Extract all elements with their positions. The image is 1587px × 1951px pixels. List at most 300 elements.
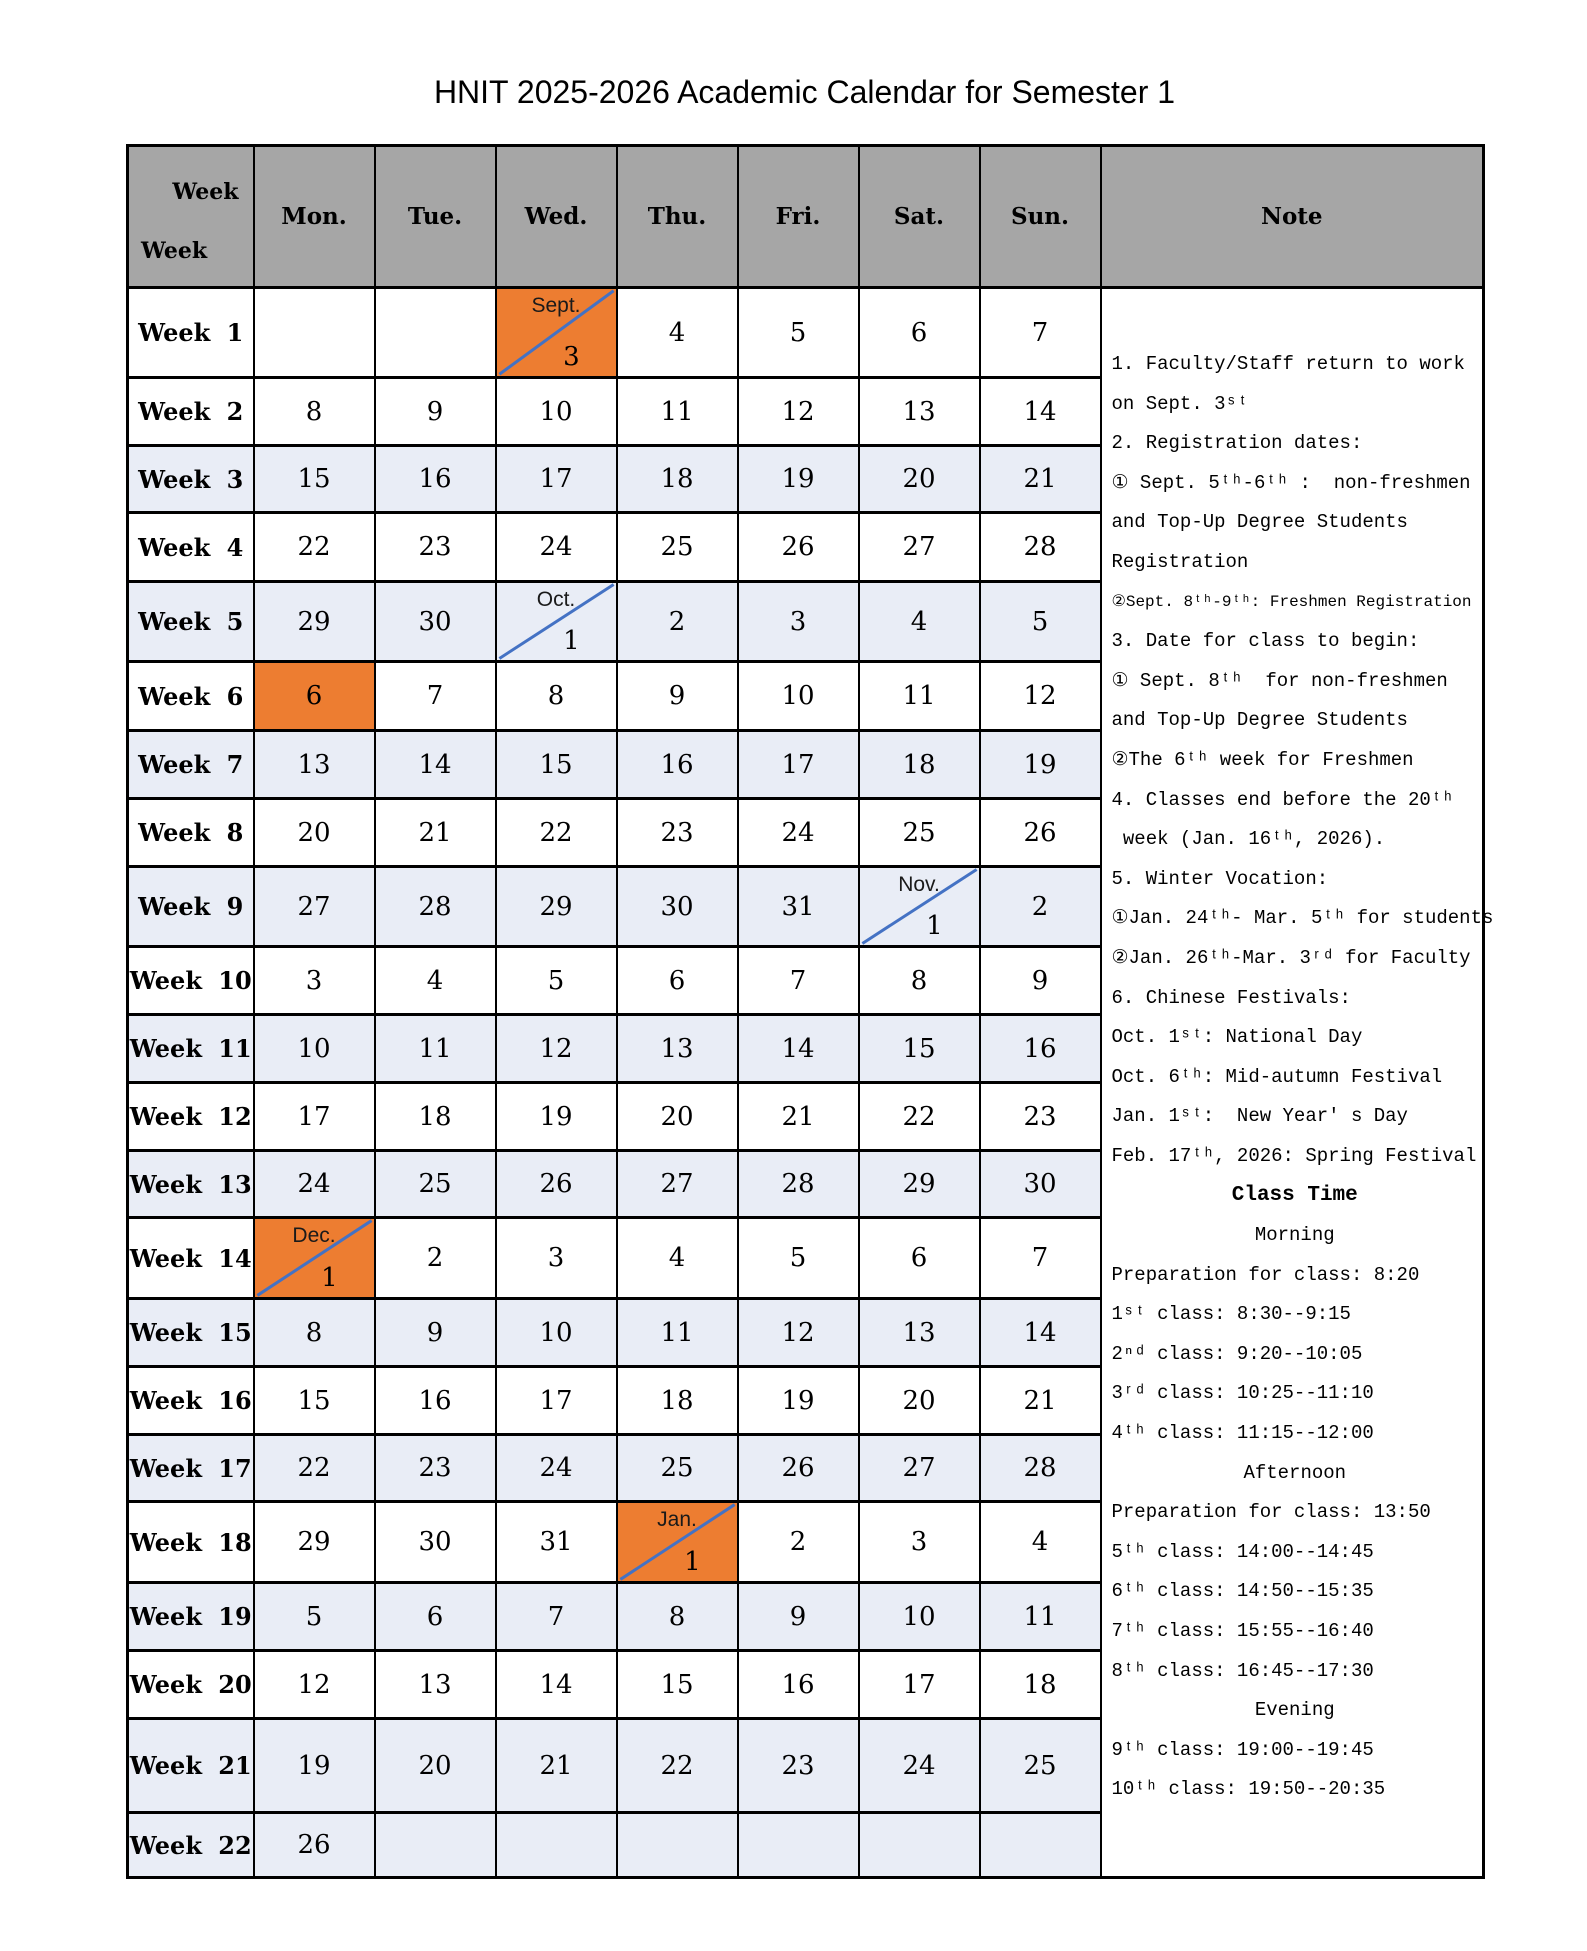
day-cell (375, 582, 496, 662)
day-number: 6 (910, 1243, 928, 1273)
day-number: 8 (305, 1317, 323, 1348)
week-label: Week 21 (128, 1719, 254, 1813)
day-cell (375, 1151, 496, 1218)
day-cell (254, 378, 375, 446)
day-cell (375, 513, 496, 582)
week-label: Week 9 (128, 867, 254, 947)
day-cell (254, 1651, 375, 1719)
day-cell (375, 1218, 496, 1299)
day-cell (859, 799, 980, 867)
day-cell (738, 1218, 859, 1299)
day-number: 11 (902, 681, 936, 711)
day-number: 15 (297, 464, 331, 494)
day-cell (738, 662, 859, 731)
note-line: 2ⁿᵈ class: 9:20--10:05 (1111, 1342, 1363, 1365)
week-label: Week 5 (128, 582, 254, 662)
day-cell (859, 1502, 980, 1583)
day-cell (738, 1435, 859, 1502)
day-cell (496, 1435, 617, 1502)
day-number: 29 (297, 1527, 331, 1557)
day-number: 25 (660, 1453, 694, 1483)
day-number: 16 (660, 749, 694, 780)
day-number: 11 (418, 1033, 452, 1064)
week-label: Week 13 (128, 1151, 254, 1218)
day-cell (980, 1651, 1101, 1719)
week-label: Week 3 (128, 446, 254, 513)
day-cell (375, 446, 496, 513)
day-number: 2 (668, 606, 686, 637)
day-number: 4 (910, 606, 928, 637)
day-cell (254, 731, 375, 799)
day-number: 14 (1023, 1317, 1057, 1348)
day-number: 15 (539, 749, 573, 780)
day-cell (254, 1151, 375, 1218)
day-cell (254, 1435, 375, 1502)
week-corner-bottom-label: Week (141, 238, 208, 264)
note-line: ②Jan. 26ᵗʰ-Mar. 3ʳᵈ for Faculty (1111, 946, 1471, 969)
calendar-body (128, 146, 1494, 1878)
day-number: 6 (668, 965, 686, 996)
day-cell (254, 582, 375, 662)
day-number: 26 (781, 532, 815, 562)
day-number: 23 (418, 532, 452, 562)
day-number: 20 (660, 1101, 694, 1132)
note-line: 6. Chinese Festivals: (1111, 986, 1351, 1009)
week-row (128, 288, 1484, 378)
day-cell (617, 513, 738, 582)
note-line: ①Jan. 24ᵗʰ- Mar. 5ᵗʰ for students (1111, 907, 1494, 930)
day-cell (617, 446, 738, 513)
day-number: 24 (539, 1453, 573, 1483)
day-number: 29 (902, 1169, 936, 1199)
day-cell (617, 1435, 738, 1502)
day-number: 18 (902, 749, 936, 780)
day-cell (375, 867, 496, 947)
day-number: 16 (418, 464, 452, 494)
day-number: 11 (660, 1317, 694, 1348)
day-cell (375, 1435, 496, 1502)
day-number: 10 (781, 681, 815, 711)
day-number: 25 (1023, 1750, 1057, 1781)
day-number: 9 (1031, 965, 1049, 996)
note-line: 7ᵗʰ class: 15:55--16:40 (1111, 1620, 1374, 1642)
day-cell (496, 1367, 617, 1435)
note-line: Class Time (1231, 1184, 1358, 1208)
day-number: 3 (910, 1527, 928, 1557)
day-cell (617, 1583, 738, 1651)
note-line: 1ˢᵗ class: 8:30--9:15 (1111, 1303, 1351, 1326)
day-number: 7 (789, 965, 807, 996)
week-label: Week 6 (128, 662, 254, 731)
day-cell (980, 582, 1101, 662)
note-line: ① Sept. 5ᵗʰ-6ᵗʰ : non-freshmen (1111, 471, 1471, 494)
day-number: 20 (902, 464, 936, 494)
week-label: Week 1 (128, 288, 254, 378)
day-cell (738, 513, 859, 582)
day-cell (496, 1151, 617, 1218)
day-number: 14 (418, 749, 452, 780)
day-cell (375, 1651, 496, 1719)
day-number: 22 (539, 817, 573, 848)
day-cell (496, 662, 617, 731)
day-cell (496, 1502, 617, 1583)
day-cell (980, 288, 1101, 378)
day-number: 4 (426, 965, 444, 996)
day-cell (617, 1299, 738, 1367)
day-number: 24 (781, 817, 815, 848)
day-number: 19 (297, 1750, 331, 1781)
day-cell (496, 1299, 617, 1367)
note-line: 5. Winter Vocation: (1111, 867, 1329, 890)
day-cell (738, 731, 859, 799)
day-cell (617, 582, 738, 662)
day-cell (375, 731, 496, 799)
day-number: 26 (781, 1453, 815, 1483)
day-cell (859, 731, 980, 799)
day-number: 31 (539, 1527, 573, 1557)
week-label: Week 20 (128, 1651, 254, 1719)
day-cell (254, 1367, 375, 1435)
day-number: 10 (902, 1601, 936, 1632)
day-number: 12 (1023, 681, 1057, 711)
day-cell (375, 947, 496, 1015)
day-number: 28 (418, 891, 452, 922)
day-number: 2 (1031, 891, 1049, 922)
day-cell (617, 1651, 738, 1719)
day-cell (496, 1583, 617, 1651)
week-label: Week 7 (128, 731, 254, 799)
day-cell (859, 378, 980, 446)
day-cell (254, 1015, 375, 1083)
day-number: 9 (789, 1601, 807, 1632)
note-line: 4ᵗʰ class: 11:15--12:00 (1111, 1422, 1374, 1445)
week-label: Week 15 (128, 1299, 254, 1367)
day-cell (980, 446, 1101, 513)
month-label: Dec. (292, 1224, 336, 1247)
day-number: 27 (902, 1453, 936, 1483)
day-number: 22 (660, 1750, 694, 1781)
day-number: 24 (297, 1169, 331, 1199)
day-cell (980, 867, 1101, 947)
day-cell (859, 513, 980, 582)
week-label: Week 17 (128, 1435, 254, 1502)
day-number: 25 (418, 1169, 452, 1199)
day-cell (375, 1813, 496, 1878)
day-number: 20 (418, 1750, 452, 1781)
note-line: Oct. 6ᵗʰ: Mid-autumn Festival (1111, 1065, 1443, 1088)
day-number: 5 (1031, 606, 1049, 637)
day-number: 21 (781, 1101, 815, 1132)
day-number: 25 (902, 817, 936, 848)
day-number: 13 (660, 1033, 694, 1064)
note-line: Oct. 1ˢᵗ: National Day (1111, 1026, 1363, 1049)
day-header-wed: Wed. (496, 146, 617, 288)
day-cell (738, 1299, 859, 1367)
day-cell (617, 1015, 738, 1083)
day-number: 17 (297, 1101, 331, 1132)
note-line: 8ᵗʰ class: 16:45--17:30 (1111, 1659, 1374, 1682)
day-cell (617, 799, 738, 867)
day-cell (980, 1015, 1101, 1083)
day-cell (738, 288, 859, 378)
note-line: ②The 6ᵗʰ week for Freshmen (1111, 748, 1414, 771)
note-line: 4. Classes end before the 20ᵗʰ (1111, 788, 1454, 811)
note-cell (1101, 288, 1494, 1878)
day-cell (254, 1583, 375, 1651)
day-cell (375, 1367, 496, 1435)
day-cell (254, 662, 375, 731)
day-number: 6 (305, 681, 323, 711)
day-cell (980, 1813, 1101, 1878)
day-number: 24 (539, 532, 573, 562)
day-number: 7 (1031, 317, 1049, 348)
note-line: and Top-Up Degree Students (1111, 709, 1408, 732)
day-cell (738, 867, 859, 947)
day-cell (859, 1651, 980, 1719)
note-line: Preparation for class: 8:20 (1111, 1263, 1420, 1286)
day-number: 15 (297, 1385, 331, 1416)
day-cell (980, 1299, 1101, 1367)
day-cell (496, 1218, 617, 1299)
week-label: Week 18 (128, 1502, 254, 1583)
day-cell (738, 1083, 859, 1151)
day-cell (496, 1651, 617, 1719)
day-number: 12 (297, 1669, 331, 1700)
day-number: 2 (426, 1243, 444, 1273)
note-header: Note (1101, 146, 1484, 288)
day-cell (254, 1719, 375, 1813)
day-number: 22 (902, 1101, 936, 1132)
day-cell (859, 867, 980, 947)
month-label: Jan. (657, 1508, 697, 1531)
note-line: 1. Faculty/Staff return to work (1111, 353, 1465, 375)
day-number: 26 (297, 1830, 331, 1860)
day-cell (617, 1719, 738, 1813)
day-number: 10 (539, 396, 573, 427)
month-label: Oct. (536, 588, 576, 611)
day-cell (496, 799, 617, 867)
day-number: 5 (547, 965, 565, 996)
day-cell (980, 799, 1101, 867)
day-number: 30 (1023, 1169, 1057, 1199)
day-cell (980, 1435, 1101, 1502)
day-cell (617, 662, 738, 731)
day-number: 12 (781, 1317, 815, 1348)
day-cell (859, 1719, 980, 1813)
day-cell (859, 288, 980, 378)
day-number: 14 (539, 1669, 573, 1700)
day-number: 23 (660, 817, 694, 848)
day-number: 31 (781, 891, 815, 922)
day-number: 15 (902, 1033, 936, 1064)
day-number: 11 (660, 396, 694, 427)
day-header-fri: Fri. (738, 146, 859, 288)
day-cell (254, 799, 375, 867)
day-number: 1 (684, 1547, 701, 1577)
day-number: 19 (781, 1385, 815, 1416)
day-number: 10 (539, 1317, 573, 1348)
week-label: Week 16 (128, 1367, 254, 1435)
day-number: 12 (539, 1033, 573, 1064)
day-cell (496, 378, 617, 446)
week-label: Week 10 (128, 947, 254, 1015)
day-number: 12 (781, 396, 815, 427)
note-line: 2. Registration dates: (1111, 432, 1363, 455)
day-cell (980, 1218, 1101, 1299)
week-label: Week 19 (128, 1583, 254, 1651)
header-row (128, 146, 1484, 288)
day-cell (496, 867, 617, 947)
day-number: 25 (660, 532, 694, 562)
day-cell (375, 1015, 496, 1083)
day-cell (738, 947, 859, 1015)
note-line: 3ʳᵈ class: 10:25--11:10 (1111, 1382, 1374, 1405)
day-number: 13 (902, 1317, 936, 1348)
day-cell (859, 1299, 980, 1367)
day-cell (496, 1813, 617, 1878)
day-number: 16 (418, 1385, 452, 1416)
day-cell (375, 1502, 496, 1583)
day-cell (375, 378, 496, 446)
day-cell (738, 378, 859, 446)
day-cell (375, 1299, 496, 1367)
day-cell (496, 288, 617, 378)
day-cell (254, 1083, 375, 1151)
day-number: 20 (297, 817, 331, 848)
day-cell (980, 1719, 1101, 1813)
day-number: 6 (910, 317, 928, 348)
day-cell (375, 1083, 496, 1151)
day-header-mon: Mon. (254, 146, 375, 288)
note-line: Registration (1111, 550, 1249, 573)
week-label: Week 11 (128, 1015, 254, 1083)
day-cell (254, 513, 375, 582)
day-cell (617, 288, 738, 378)
day-cell (859, 446, 980, 513)
day-number: 28 (781, 1169, 815, 1199)
month-label: Nov. (898, 873, 940, 896)
week-label: Week 22 (128, 1813, 254, 1878)
day-cell (375, 662, 496, 731)
day-cell (496, 513, 617, 582)
week-label: Week 2 (128, 378, 254, 446)
day-number: 6 (426, 1601, 444, 1632)
note-line: on Sept. 3ˢᵗ (1111, 392, 1249, 415)
note-line: Morning (1254, 1224, 1335, 1247)
day-cell (980, 378, 1101, 446)
day-number: 18 (660, 1385, 694, 1416)
note-line: 5ᵗʰ class: 14:00--14:45 (1111, 1540, 1374, 1563)
note-line: and Top-Up Degree Students (1111, 511, 1408, 534)
day-cell (738, 582, 859, 662)
day-number: 29 (539, 891, 573, 922)
day-cell (496, 446, 617, 513)
day-number: 15 (660, 1669, 694, 1700)
day-number: 28 (1023, 532, 1057, 562)
day-number: 24 (902, 1750, 936, 1781)
day-cell (738, 1015, 859, 1083)
day-cell (254, 446, 375, 513)
day-number: 22 (297, 532, 331, 562)
day-cell (617, 1502, 738, 1583)
day-cell (738, 1151, 859, 1218)
day-cell (980, 1083, 1101, 1151)
day-cell (980, 662, 1101, 731)
day-cell (617, 731, 738, 799)
day-cell (859, 1015, 980, 1083)
day-number: 10 (297, 1033, 331, 1064)
day-cell (859, 1083, 980, 1151)
day-cell (859, 1435, 980, 1502)
day-cell (375, 799, 496, 867)
day-number: 3 (789, 606, 807, 637)
day-cell (859, 947, 980, 1015)
note-line: ① Sept. 8ᵗʰ for non-freshmen (1111, 669, 1448, 692)
day-number: 17 (781, 749, 815, 780)
day-number: 21 (1023, 464, 1057, 494)
week-corner-top-label: Week (172, 179, 239, 205)
day-number: 21 (418, 817, 452, 848)
day-cell (859, 1583, 980, 1651)
week-label: Week 12 (128, 1083, 254, 1151)
day-cell (617, 378, 738, 446)
day-cell (496, 1015, 617, 1083)
day-cell (859, 1813, 980, 1878)
day-number: 27 (660, 1169, 694, 1199)
day-number: 29 (297, 606, 331, 637)
day-cell (496, 582, 617, 662)
day-cell (617, 1151, 738, 1218)
note-line: Afternoon (1243, 1461, 1347, 1484)
day-number: 3 (563, 342, 580, 372)
day-number: 5 (789, 1243, 807, 1273)
day-number: 18 (418, 1101, 452, 1132)
day-number: 11 (1023, 1601, 1057, 1632)
day-number: 8 (910, 965, 928, 996)
note-line: Preparation for class: 13:50 (1111, 1501, 1431, 1524)
day-cell (496, 1083, 617, 1151)
day-number: 8 (547, 681, 565, 711)
day-header-sat: Sat. (859, 146, 980, 288)
day-number: 19 (1023, 749, 1057, 780)
day-number: 14 (781, 1033, 815, 1064)
academic-calendar-table (126, 144, 1494, 1879)
day-number: 13 (902, 396, 936, 427)
day-number: 4 (1031, 1527, 1049, 1557)
day-cell (980, 731, 1101, 799)
day-cell (738, 446, 859, 513)
day-number: 18 (660, 464, 694, 494)
day-cell (859, 1151, 980, 1218)
day-number: 13 (297, 749, 331, 780)
day-cell (617, 947, 738, 1015)
day-number: 23 (418, 1453, 452, 1483)
day-cell (859, 582, 980, 662)
day-number: 21 (539, 1750, 573, 1781)
day-number: 19 (781, 464, 815, 494)
day-number: 22 (297, 1453, 331, 1483)
day-cell (738, 1719, 859, 1813)
day-number: 9 (426, 1317, 444, 1348)
day-cell (375, 1583, 496, 1651)
page-title: HNIT 2025-2026 Academic Calendar for Semester 1 (433, 74, 1176, 110)
day-cell (254, 1502, 375, 1583)
day-cell (738, 1583, 859, 1651)
day-cell (375, 288, 496, 378)
day-cell (254, 947, 375, 1015)
day-cell (980, 1583, 1101, 1651)
week-label: Week 4 (128, 513, 254, 582)
